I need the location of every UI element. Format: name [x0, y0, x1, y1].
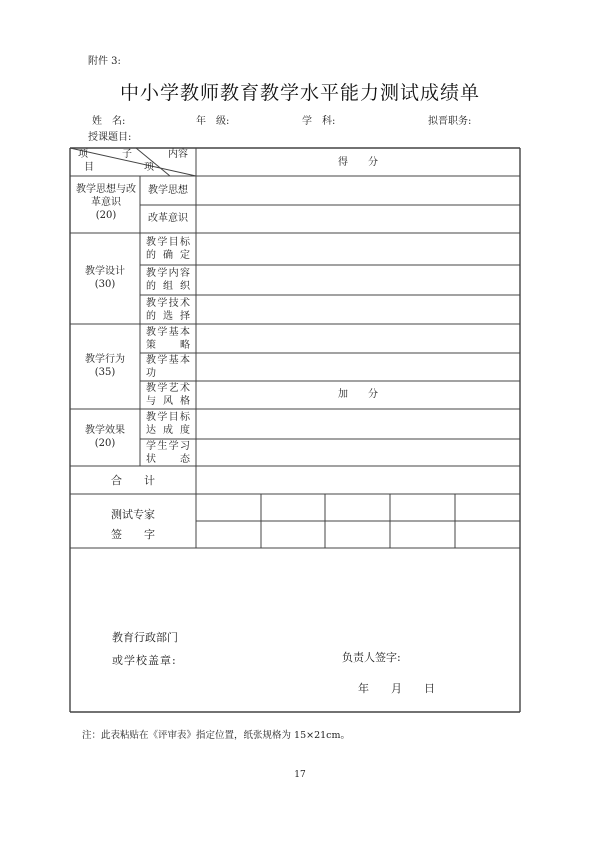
corner-neirong: 内容 — [168, 149, 188, 160]
score-header: 得 分 — [338, 157, 378, 168]
item-label: 教学艺术与风格 — [146, 383, 190, 407]
footnote: 注：此表粘贴在《评审表》指定位置，纸张规格为 15×21cm。 — [82, 730, 350, 741]
corner-zi: 子 — [122, 149, 132, 160]
stamp-label: 教育行政部门 或学校盖章: — [112, 631, 178, 667]
item-label: 教学思想 — [148, 185, 188, 196]
corner-xiang-top: 项 — [78, 149, 88, 160]
item-label: 教学技术的选择 — [146, 298, 190, 322]
attachment-label: 附件 3: — [88, 56, 121, 67]
total-label: 合 计 — [111, 474, 155, 487]
corner-xiang-bottom: 项 — [144, 162, 154, 173]
group-label: 教学设计 (30) — [70, 265, 140, 291]
group-weight: (35) — [94, 367, 116, 378]
group-label: 教学行为 (35) — [70, 353, 140, 379]
item-label: 教学目标的确定 — [146, 237, 190, 261]
item-label: 改革意识 — [148, 213, 188, 224]
responsible-signature-label: 负责人签字: — [342, 651, 401, 664]
group-label: 教学效果 (20) — [70, 424, 140, 450]
group-weight: (30) — [94, 279, 116, 290]
subject-label: 学 科: — [302, 116, 336, 127]
item-label: 教学基本策略 — [146, 327, 190, 351]
group-weight: (20) — [94, 438, 116, 449]
item-label: 学生学习状态 — [146, 441, 190, 465]
name-label: 姓 名: — [92, 116, 126, 127]
item-label: 教学基本功 — [146, 355, 190, 379]
date-label: 年 月 日 — [358, 682, 435, 695]
grade-label: 年 级: — [196, 116, 230, 127]
page-title: 中小学教师教育教学水平能力测试成绩单 — [119, 82, 480, 104]
expert-signature-label: 测试专家 签 字 — [111, 508, 155, 541]
corner-mu: 目 — [84, 162, 94, 173]
bonus-label: 加 分 — [338, 389, 378, 400]
group-label: 教学思想与改革意识 (20) — [76, 184, 136, 221]
item-label: 教学目标达成度 — [146, 412, 190, 436]
page-number: 17 — [294, 770, 306, 780]
title-label: 拟晋职务: — [428, 116, 472, 127]
item-label: 教学内容的组织 — [146, 268, 190, 292]
topic-label: 授课题目: — [88, 132, 132, 143]
group-weight: (20) — [95, 210, 117, 221]
